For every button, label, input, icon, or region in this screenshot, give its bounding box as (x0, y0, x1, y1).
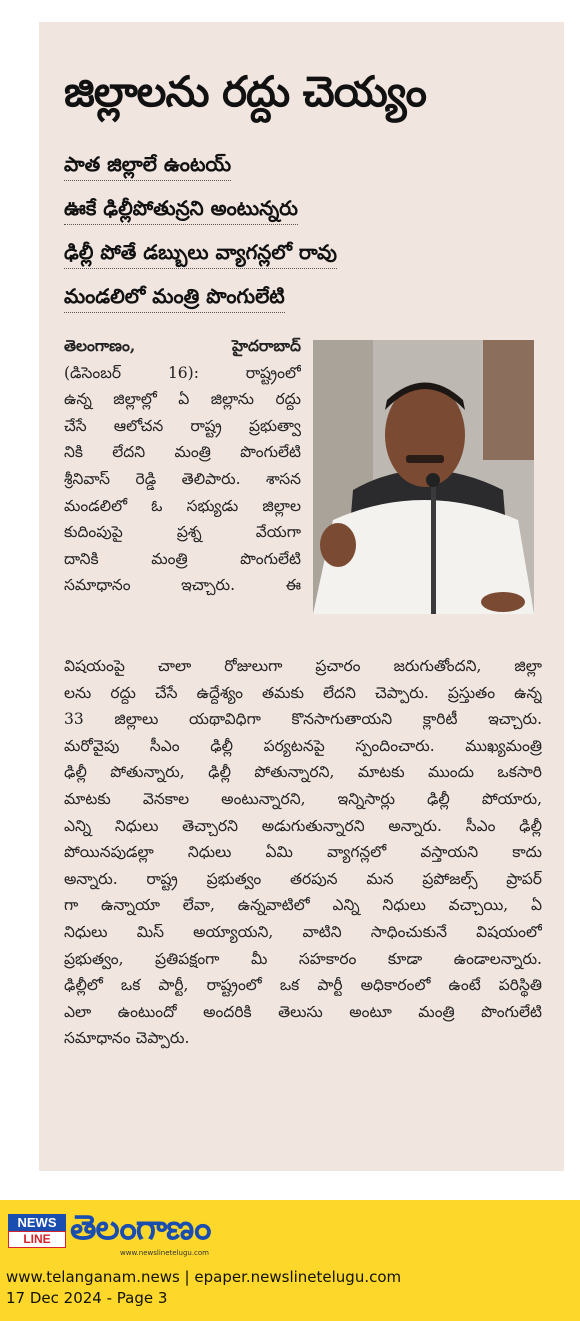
body-line: ప్రభుత్వం, ప్రతిపక్షంగా మీ సహకారం కూడా ఉండాలన్నారు. (64, 949, 542, 968)
body-wide-column (64, 653, 542, 1052)
logo-news-text: NEWS (8, 1214, 66, 1231)
body-line: గా ఉన్నాయా లేవా, ఉన్నవాటిలో ఎన్ని నిధులు వచ్చాయి, ఏ (64, 896, 542, 915)
body-line: (డిసెంబర్ 16): రాష్ట్రంలో (64, 363, 301, 382)
body-line: ఢిల్లీ పోతున్నారు, ఢిల్లీ పోతున్నారని, మాటకు ముందు ఒకసారి (64, 763, 542, 782)
body-line: అన్నారు. రాష్ట్ర ప్రభుత్వం తరపున మన ప్రపోజల్స్ ప్రాపర్ (64, 869, 542, 888)
body-line: దానికి మంత్రి పొంగులేటి (64, 549, 301, 568)
footer-bar (0, 1200, 580, 1321)
body-line: శ్రీనివాస్ రెడ్డి తెలిపారు. శాసన (64, 469, 301, 488)
body-line: ఢిల్లీలో ఒక పార్టీ, రాష్ట్రంలో ఒక పార్టీ అధికారంలో ఉంటే పరిస్థితి (64, 976, 542, 995)
subhead-4: మండలిలో మంత్రి పొంగులేటి (64, 282, 285, 313)
subhead-2: ఊకే ఢిల్లీపోతున్రని అంటున్నరు (64, 194, 298, 225)
body-line: సమాధానం ఇచ్చారు. ఈ (64, 576, 301, 595)
headline: జిల్లాలను రద్దు చెయ్యం (64, 67, 426, 116)
subhead-1: పాత జిల్లాలే ఉంటయ్ (64, 150, 231, 181)
body-line: ఉన్న జిల్లాల్లో ఏ జిల్లాను రద్దు (64, 390, 301, 409)
logo-url: www.newslinetelugu.com (120, 1249, 209, 1257)
body-line: తెలంగాణం, హైదరాబాద్ (64, 336, 301, 355)
minister-photo-illustration (313, 340, 534, 614)
body-line: ఎన్ని నిధులు తెచ్చారని అడుగుతున్నారని అన్నారు. సీఎం ఢిల్లీ (64, 816, 542, 835)
body-line: 33 జిల్లాలు యథావిధిగా కొనసాగుతాయని క్లారిటీ ఇచ్చారు. (64, 710, 542, 729)
body-line: మండలిలో ఓ సభ్యుడు జిల్లాల (64, 496, 301, 515)
body-line: లను రద్దు చేసే ఉద్దేశ్యం తమకు లేదని చెప్పారు. ప్రస్తుతం ఉన్న (64, 683, 542, 702)
logo-line-text: LINE (8, 1231, 66, 1248)
body-line: కుదింపుపై ప్రశ్న వేయగా (64, 523, 301, 542)
body-line: మరోవైపు సీఎం ఢిల్లీ పర్యటనపై స్పందించారు. ముఖ్యమంత్రి (64, 736, 542, 755)
body-line: ఎలా ఉంటుందో అందరికి తెలుసు అంటూ మంత్రి పొంగులేటి (64, 1002, 542, 1021)
body-line: మాటకు వెనకాల అంటున్నారని, ఇన్నిసార్లు ఢిల్లీ పోయారు, (64, 789, 542, 808)
footer-date-page: 17 Dec 2024 - Page 3 (6, 1289, 168, 1307)
telanganam-logo: తెలంగాణం (70, 1208, 211, 1248)
footer-urls: www.telanganam.news | epaper.newslinetelugu.com (6, 1268, 402, 1286)
body-line: సమాధానం చెప్పారు. (64, 1029, 190, 1048)
body-line: విషయంపై చాలా రోజులుగా ప్రచారం జరుగుతోందని, జిల్లా (64, 657, 542, 675)
body-line: నికి లేదని మంత్రి పొంగులేటి (64, 443, 301, 462)
body-line: పోయినపుడల్లా నిధులు ఏమి వ్యాగన్లలో వస్తాయని కాదు (64, 843, 542, 862)
minister-photo (313, 340, 534, 614)
subhead-3: ఢిల్లీ పోతే డబ్బులు వ్యాగన్లలో రావు (64, 238, 337, 269)
newsline-logo (8, 1214, 66, 1248)
body-line: నిధులు మిస్ అయ్యాయని, వాటిని సాధించుకునే విషయంలో (64, 922, 542, 941)
body-line: చేసే ఆలోచన రాష్ట్ర ప్రభుత్వా (64, 416, 301, 435)
body-narrow-column (64, 333, 301, 599)
